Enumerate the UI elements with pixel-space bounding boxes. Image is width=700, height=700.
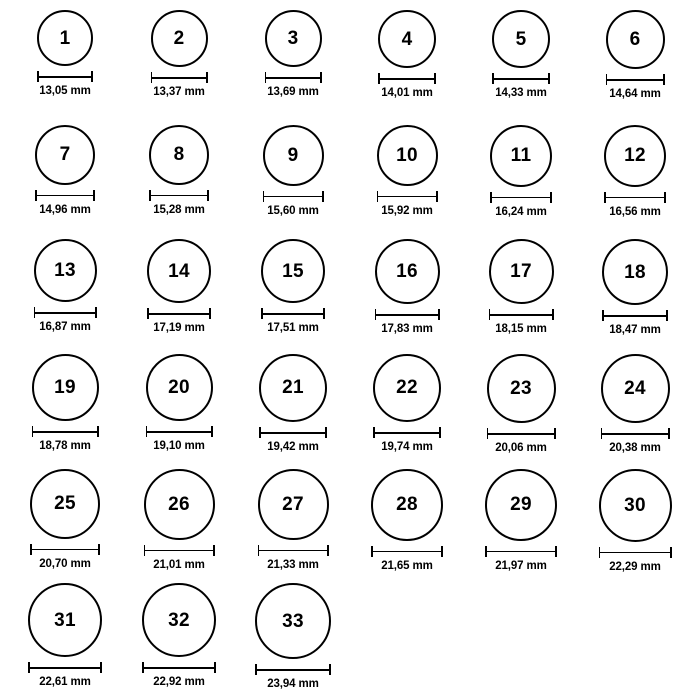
- ring-size-number: 21: [282, 377, 304, 399]
- measure-tick-right: [548, 73, 550, 84]
- diameter-measure-bar: [485, 546, 557, 558]
- ring-size-cell: [8, 577, 122, 692]
- ring-circle: [35, 125, 95, 185]
- ring-size-cell: [350, 4, 464, 119]
- ring-size-cell: [122, 119, 236, 234]
- measure-line: [377, 196, 438, 198]
- measure-tick-left: [373, 427, 375, 438]
- ring-size-number: 17: [510, 261, 532, 283]
- measure-tick-left: [485, 546, 487, 557]
- ring-size-number: 1: [59, 27, 71, 49]
- measure-line: [28, 667, 102, 669]
- ring-circle: [30, 469, 100, 539]
- ring-size-cell: [350, 463, 464, 578]
- ring-size-number: 27: [282, 493, 304, 515]
- ring-size-number: 6: [629, 29, 641, 50]
- diameter-measure-bar: [144, 545, 215, 557]
- ring-size-number: 32: [168, 609, 190, 631]
- ring-size-number: 9: [287, 144, 299, 166]
- diameter-measure-bar: [375, 309, 440, 321]
- ring-circle: [146, 354, 213, 421]
- measure-tick-left: [377, 191, 379, 202]
- measure-line: [149, 195, 209, 197]
- diameter-label: 19,10 mm: [153, 439, 205, 452]
- measure-line: [599, 552, 672, 554]
- measure-line: [258, 550, 329, 552]
- measure-line: [37, 76, 93, 78]
- measure-line: [373, 432, 441, 434]
- measure-tick-left: [492, 73, 494, 84]
- diameter-measure-bar: [37, 71, 93, 83]
- measure-tick-right: [97, 426, 99, 437]
- ring-circle: [265, 10, 322, 67]
- measure-line: [375, 314, 440, 316]
- measure-tick-right: [211, 426, 213, 437]
- measure-tick-right: [93, 190, 95, 201]
- ring-circle: [602, 239, 668, 305]
- measure-tick-right: [322, 191, 324, 202]
- ring-size-number: 14: [168, 260, 190, 282]
- measure-tick-left: [375, 309, 377, 320]
- measure-line: [490, 197, 552, 199]
- ring-size-cell: [578, 463, 692, 578]
- ring-size-cell: [464, 233, 578, 348]
- ring-circle: [32, 354, 99, 421]
- measure-line: [32, 431, 99, 433]
- measure-tick-left: [487, 428, 489, 439]
- ring-size-number: 11: [510, 145, 532, 167]
- measure-line: [371, 551, 443, 553]
- ring-circle: [492, 10, 550, 68]
- measure-line: [265, 77, 322, 79]
- ring-size-number: 8: [173, 144, 185, 166]
- measure-tick-left: [255, 664, 257, 675]
- measure-line: [34, 312, 97, 314]
- diameter-measure-bar: [263, 191, 324, 203]
- ring-circle: [485, 469, 557, 541]
- ring-circle: [606, 10, 665, 69]
- diameter-label: 22,61 mm: [39, 676, 91, 689]
- diameter-label: 15,60 mm: [267, 204, 319, 217]
- diameter-label: 15,28 mm: [153, 203, 205, 216]
- measure-line: [601, 433, 670, 435]
- diameter-measure-bar: [265, 72, 322, 84]
- ring-circle: [378, 10, 436, 68]
- diameter-label: 20,70 mm: [39, 557, 91, 570]
- diameter-measure-bar: [261, 308, 325, 320]
- measure-line: [146, 431, 213, 433]
- measure-tick-left: [34, 307, 36, 318]
- diameter-measure-bar: [373, 427, 441, 439]
- measure-tick-left: [604, 192, 606, 203]
- measure-tick-left: [599, 547, 601, 558]
- diameter-measure-bar: [147, 308, 211, 320]
- measure-tick-right: [550, 192, 552, 203]
- ring-circle: [149, 125, 209, 185]
- ring-circle: [28, 583, 102, 657]
- measure-line: [261, 313, 325, 315]
- diameter-measure-bar: [255, 664, 331, 676]
- ring-circle: [377, 125, 438, 186]
- measure-tick-left: [149, 190, 151, 201]
- ring-circle: [261, 239, 325, 303]
- diameter-measure-bar: [32, 426, 99, 438]
- ring-size-number: 33: [282, 610, 304, 632]
- ring-size-cell: [578, 4, 692, 119]
- ring-size-cell: [464, 119, 578, 234]
- measure-line: [259, 432, 327, 434]
- measure-tick-left: [601, 428, 603, 439]
- ring-size-cell: [122, 348, 236, 463]
- ring-circle: [373, 354, 441, 422]
- diameter-measure-bar: [258, 545, 329, 557]
- ring-size-number: 5: [515, 28, 527, 50]
- diameter-measure-bar: [142, 662, 216, 674]
- measure-tick-right: [325, 427, 327, 438]
- measure-tick-right: [323, 308, 325, 319]
- measure-tick-left: [146, 426, 148, 437]
- measure-tick-left: [35, 190, 37, 201]
- measure-tick-right: [100, 662, 102, 673]
- ring-circle: [255, 583, 331, 659]
- diameter-label: 18,47 mm: [609, 324, 661, 337]
- ring-size-cell: [236, 348, 350, 463]
- measure-tick-right: [666, 310, 668, 321]
- diameter-label: 14,33 mm: [495, 87, 547, 99]
- diameter-measure-bar: [602, 310, 668, 322]
- ring-size-number: 26: [168, 493, 190, 515]
- ring-circle: [599, 469, 672, 542]
- diameter-label: 20,06 mm: [495, 441, 547, 454]
- ring-size-number: 22: [396, 377, 418, 399]
- measure-tick-left: [142, 662, 144, 673]
- diameter-label: 15,92 mm: [381, 204, 433, 217]
- ring-size-number: 23: [510, 377, 532, 399]
- measure-tick-right: [555, 546, 557, 557]
- measure-tick-right: [438, 309, 440, 320]
- diameter-label: 23,94 mm: [267, 678, 319, 691]
- diameter-measure-bar: [146, 426, 213, 438]
- diameter-label: 18,78 mm: [39, 439, 91, 452]
- ring-size-number: 2: [173, 28, 185, 49]
- ring-circle: [259, 354, 327, 422]
- ring-size-number: 25: [54, 493, 76, 515]
- measure-tick-right: [207, 190, 209, 201]
- ring-size-cell: [236, 4, 350, 119]
- measure-line: [255, 669, 331, 671]
- measure-tick-right: [668, 428, 670, 439]
- diameter-measure-bar: [601, 428, 670, 440]
- measure-line: [492, 78, 550, 80]
- measure-tick-left: [265, 72, 267, 83]
- ring-size-number: 4: [401, 28, 413, 50]
- measure-tick-right: [206, 72, 208, 83]
- diameter-measure-bar: [151, 72, 208, 84]
- measure-tick-right: [434, 73, 436, 84]
- ring-circle: [147, 239, 211, 303]
- diameter-measure-bar: [489, 309, 554, 321]
- ring-circle: [258, 469, 329, 540]
- diameter-label: 22,29 mm: [609, 560, 661, 573]
- diameter-measure-bar: [28, 662, 102, 674]
- measure-tick-left: [371, 546, 373, 557]
- ring-circle: [371, 469, 443, 541]
- measure-tick-left: [151, 72, 153, 83]
- ring-size-number: 18: [624, 261, 646, 283]
- ring-size-number: 28: [396, 494, 418, 516]
- measure-tick-left: [606, 74, 608, 85]
- measure-tick-right: [95, 307, 97, 318]
- diameter-label: 18,15 mm: [495, 323, 547, 336]
- ring-size-number: 31: [54, 609, 76, 631]
- diameter-measure-bar: [487, 428, 556, 440]
- measure-tick-right: [554, 428, 556, 439]
- diameter-label: 13,37 mm: [153, 86, 205, 98]
- measure-line: [489, 314, 554, 316]
- measure-line: [147, 313, 211, 315]
- measure-line: [485, 551, 557, 553]
- ring-size-cell: [236, 577, 350, 692]
- measure-tick-left: [489, 309, 491, 320]
- diameter-label: 22,92 mm: [153, 676, 205, 689]
- measure-line: [142, 667, 216, 669]
- diameter-measure-bar: [259, 427, 327, 439]
- measure-line: [602, 315, 668, 317]
- ring-size-number: 15: [282, 260, 304, 282]
- measure-tick-right: [213, 545, 215, 556]
- ring-size-cell: [350, 348, 464, 463]
- measure-line: [606, 79, 665, 81]
- measure-tick-right: [441, 546, 443, 557]
- diameter-label: 13,69 mm: [267, 86, 319, 98]
- diameter-label: 17,19 mm: [153, 322, 205, 335]
- diameter-measure-bar: [490, 192, 552, 204]
- diameter-measure-bar: [606, 74, 665, 86]
- measure-tick-right: [436, 191, 438, 202]
- diameter-measure-bar: [599, 547, 672, 559]
- ring-circle: [604, 125, 666, 187]
- diameter-label: 17,51 mm: [267, 322, 319, 335]
- ring-size-number: 30: [624, 494, 646, 516]
- ring-circle: [601, 354, 670, 423]
- measure-tick-left: [263, 191, 265, 202]
- ring-circle: [489, 239, 554, 304]
- measure-line: [151, 77, 208, 79]
- diameter-measure-bar: [604, 192, 666, 204]
- ring-size-number: 10: [396, 144, 418, 166]
- diameter-measure-bar: [492, 73, 550, 85]
- diameter-label: 21,33 mm: [267, 558, 319, 571]
- measure-tick-right: [327, 545, 329, 556]
- ring-size-cell: [236, 463, 350, 578]
- ring-size-cell: [8, 233, 122, 348]
- ring-size-cell: [8, 4, 122, 119]
- diameter-label: 14,96 mm: [39, 203, 91, 216]
- diameter-label: 21,97 mm: [495, 559, 547, 572]
- ring-size-number: 24: [624, 377, 646, 399]
- diameter-label: 16,56 mm: [609, 205, 661, 218]
- diameter-label: 16,24 mm: [495, 205, 547, 218]
- diameter-measure-bar: [371, 546, 443, 558]
- ring-size-number: 29: [510, 494, 532, 516]
- measure-tick-right: [664, 192, 666, 203]
- measure-tick-right: [98, 544, 100, 555]
- ring-size-cell: [350, 233, 464, 348]
- measure-tick-right: [209, 308, 211, 319]
- ring-circle: [490, 125, 552, 187]
- diameter-label: 14,64 mm: [609, 88, 661, 100]
- ring-size-cell: [122, 4, 236, 119]
- diameter-label: 13,05 mm: [39, 85, 91, 97]
- measure-tick-right: [552, 309, 554, 320]
- ring-size-number: 3: [287, 28, 299, 49]
- ring-circle: [144, 469, 215, 540]
- ring-size-number: 12: [624, 145, 646, 167]
- measure-tick-right: [670, 547, 672, 558]
- diameter-label: 20,38 mm: [609, 441, 661, 454]
- diameter-label: 16,87 mm: [39, 321, 91, 334]
- measure-tick-left: [258, 545, 260, 556]
- diameter-label: 14,01 mm: [381, 87, 433, 99]
- diameter-measure-bar: [34, 307, 97, 319]
- measure-tick-left: [259, 427, 261, 438]
- ring-circle: [487, 354, 556, 423]
- diameter-label: 17,83 mm: [381, 323, 433, 336]
- ring-size-cell: [464, 4, 578, 119]
- measure-line: [487, 433, 556, 435]
- diameter-measure-bar: [35, 190, 95, 202]
- ring-size-number: 16: [396, 261, 418, 283]
- measure-line: [378, 78, 436, 80]
- measure-tick-left: [32, 426, 34, 437]
- ring-size-cell: [122, 463, 236, 578]
- measure-tick-right: [329, 664, 331, 675]
- ring-size-cell: [464, 348, 578, 463]
- measure-tick-left: [602, 310, 604, 321]
- measure-tick-right: [320, 72, 322, 83]
- measure-tick-right: [439, 427, 441, 438]
- diameter-label: 19,74 mm: [381, 440, 433, 453]
- diameter-label: 19,42 mm: [267, 440, 319, 453]
- measure-tick-right: [91, 71, 93, 82]
- ring-size-number: 20: [168, 376, 190, 398]
- measure-tick-left: [147, 308, 149, 319]
- diameter-measure-bar: [30, 544, 100, 556]
- ring-circle: [142, 583, 216, 657]
- measure-line: [263, 196, 324, 198]
- ring-circle: [151, 10, 208, 67]
- diameter-measure-bar: [378, 73, 436, 85]
- measure-tick-left: [30, 544, 32, 555]
- ring-size-cell: [236, 233, 350, 348]
- measure-tick-left: [378, 73, 380, 84]
- ring-size-cell: [578, 348, 692, 463]
- measure-line: [604, 197, 666, 199]
- diameter-measure-bar: [149, 190, 209, 202]
- diameter-label: 21,65 mm: [381, 559, 433, 572]
- ring-size-cell: [236, 119, 350, 234]
- measure-tick-left: [261, 308, 263, 319]
- ring-size-cell: [8, 119, 122, 234]
- ring-size-number: 13: [54, 260, 76, 282]
- ring-circle: [263, 125, 324, 186]
- measure-tick-left: [37, 71, 39, 82]
- measure-tick-left: [490, 192, 492, 203]
- ring-size-number: 19: [54, 376, 76, 398]
- ring-size-cell: [464, 463, 578, 578]
- measure-line: [144, 550, 215, 552]
- ring-size-cell: [350, 119, 464, 234]
- ring-circle: [34, 239, 97, 302]
- measure-tick-right: [214, 662, 216, 673]
- diameter-measure-bar: [377, 191, 438, 203]
- ring-size-cell: [578, 233, 692, 348]
- measure-tick-left: [144, 545, 146, 556]
- ring-size-cell: [8, 348, 122, 463]
- measure-tick-left: [28, 662, 30, 673]
- ring-size-cell: [8, 463, 122, 578]
- measure-line: [35, 195, 95, 197]
- ring-size-cell: [578, 119, 692, 234]
- diameter-label: 21,01 mm: [153, 558, 205, 571]
- ring-size-number: 7: [59, 144, 71, 166]
- ring-size-cell: [122, 233, 236, 348]
- measure-line: [30, 549, 100, 551]
- measure-tick-right: [663, 74, 665, 85]
- ring-size-cell: [122, 577, 236, 692]
- ring-circle: [37, 10, 93, 66]
- ring-circle: [375, 239, 440, 304]
